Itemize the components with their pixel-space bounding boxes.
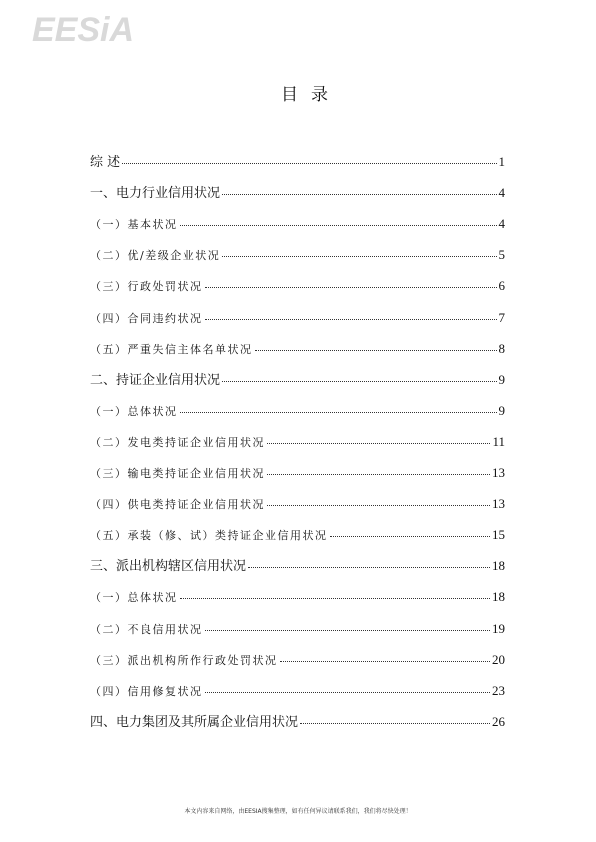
toc-entry-label: （二）优/差级企业状况 xyxy=(90,249,221,263)
page-title: 目录 xyxy=(281,85,341,105)
toc-leader-dots xyxy=(205,629,491,631)
toc-subsection-entry[interactable] xyxy=(90,208,505,232)
toc-section-entry[interactable] xyxy=(90,706,505,730)
toc-entry-label: 四、电力集团及其所属企业信用状况 xyxy=(90,714,299,730)
toc-entry-label: （四）信用修复状况 xyxy=(90,684,203,698)
toc-entry-label: （三）输电类持证企业信用状况 xyxy=(90,467,265,480)
toc-page-number: 9 xyxy=(498,371,505,387)
toc-page-number: 26 xyxy=(492,713,505,729)
toc-leader-dots xyxy=(180,597,491,599)
toc-page-number: 6 xyxy=(498,278,505,294)
toc-leader-dots xyxy=(267,504,490,506)
toc-entry-label: （五）承装（修、试）类持证企业信用状况 xyxy=(90,529,328,543)
toc-entry-label: （一）基本状况 xyxy=(90,218,178,232)
toc-subsection-entry[interactable] xyxy=(90,581,505,605)
toc-entry-label: （五）严重失信主体名单状况 xyxy=(90,342,253,356)
toc-subsection-entry[interactable] xyxy=(90,613,505,637)
toc-leader-dots xyxy=(330,535,491,537)
toc-subsection-entry[interactable] xyxy=(90,270,505,294)
toc-subsection-entry[interactable] xyxy=(90,457,505,481)
toc-section-entry[interactable] xyxy=(90,177,505,201)
toc-leader-dots xyxy=(267,442,490,444)
eesia-logo: EESiA xyxy=(32,11,135,49)
toc-section-entry[interactable] xyxy=(90,364,505,388)
toc-leader-dots xyxy=(222,193,496,195)
toc-page-number: 20 xyxy=(492,651,505,667)
toc-entry-label: 三、派出机构辖区信用状况 xyxy=(90,559,247,575)
toc-subsection-entry[interactable] xyxy=(90,426,505,450)
toc-page-number: 13 xyxy=(492,496,505,512)
toc-page-number: 13 xyxy=(492,465,505,480)
toc-leader-dots xyxy=(280,660,491,662)
toc-entry-label: 二、持证企业信用状况 xyxy=(90,372,221,388)
toc-leader-dots xyxy=(180,411,497,413)
toc-leader-dots xyxy=(205,286,497,288)
toc-entry-label: 一、电力行业信用状况 xyxy=(90,186,221,202)
toc-page-number: 8 xyxy=(498,340,505,356)
toc-subsection-entry[interactable] xyxy=(90,519,505,543)
toc-entry-label: （一）总体状况 xyxy=(90,591,178,605)
toc-page-number: 1 xyxy=(498,154,505,169)
toc-page-number: 18 xyxy=(492,558,505,574)
toc-page-number: 9 xyxy=(498,402,505,418)
toc-section-entry[interactable] xyxy=(90,550,505,574)
toc-entry-label: （三）派出机构所作行政处罚状况 xyxy=(90,653,278,667)
toc-subsection-entry[interactable] xyxy=(90,302,505,326)
toc-leader-dots xyxy=(300,722,490,724)
toc-section-entry[interactable] xyxy=(90,146,505,170)
toc-page-number: 5 xyxy=(498,247,505,263)
toc-leader-dots xyxy=(248,566,490,568)
footer-note: 本文内容来自网络，由EESIA搜集整理，如有任何异议请联系我们，我们将尽快处理！ xyxy=(184,808,412,815)
toc-leader-dots xyxy=(222,255,496,257)
toc-page-number: 7 xyxy=(498,309,505,325)
toc-leader-dots xyxy=(122,162,496,164)
toc-subsection-entry[interactable] xyxy=(90,333,505,357)
toc-entry-label: （一）总体状况 xyxy=(90,404,178,418)
toc-subsection-entry[interactable] xyxy=(90,395,505,419)
toc-subsection-entry[interactable] xyxy=(90,644,505,668)
toc-page-number: 4 xyxy=(498,185,505,201)
toc-leader-dots xyxy=(267,473,490,475)
toc-leader-dots xyxy=(205,691,491,693)
toc-entry-label: 综 述 xyxy=(90,155,121,170)
toc-entry-label: （四）供电类持证企业信用状况 xyxy=(90,498,265,512)
toc-page-number: 4 xyxy=(498,216,505,232)
toc-subsection-entry[interactable] xyxy=(90,239,505,263)
toc-page-number: 19 xyxy=(492,620,505,636)
toc-page-number: 18 xyxy=(492,589,505,605)
toc-entry-label: （三）行政处罚状况 xyxy=(90,280,203,294)
toc-leader-dots xyxy=(205,318,497,320)
toc-leader-dots xyxy=(255,349,497,351)
toc-leader-dots xyxy=(222,380,496,382)
toc-subsection-entry[interactable] xyxy=(90,675,505,699)
toc-entry-label: （四）合同违约状况 xyxy=(90,311,203,325)
toc-leader-dots xyxy=(180,224,497,226)
toc-page-number: 23 xyxy=(492,682,505,698)
toc-entry-label: （二）不良信用状况 xyxy=(90,622,203,636)
toc-entry-label: （二）发电类持证企业信用状况 xyxy=(90,435,265,449)
toc-page-number: 11 xyxy=(492,433,505,449)
toc-page-number: 15 xyxy=(492,527,505,543)
toc-subsection-entry[interactable] xyxy=(90,488,505,512)
